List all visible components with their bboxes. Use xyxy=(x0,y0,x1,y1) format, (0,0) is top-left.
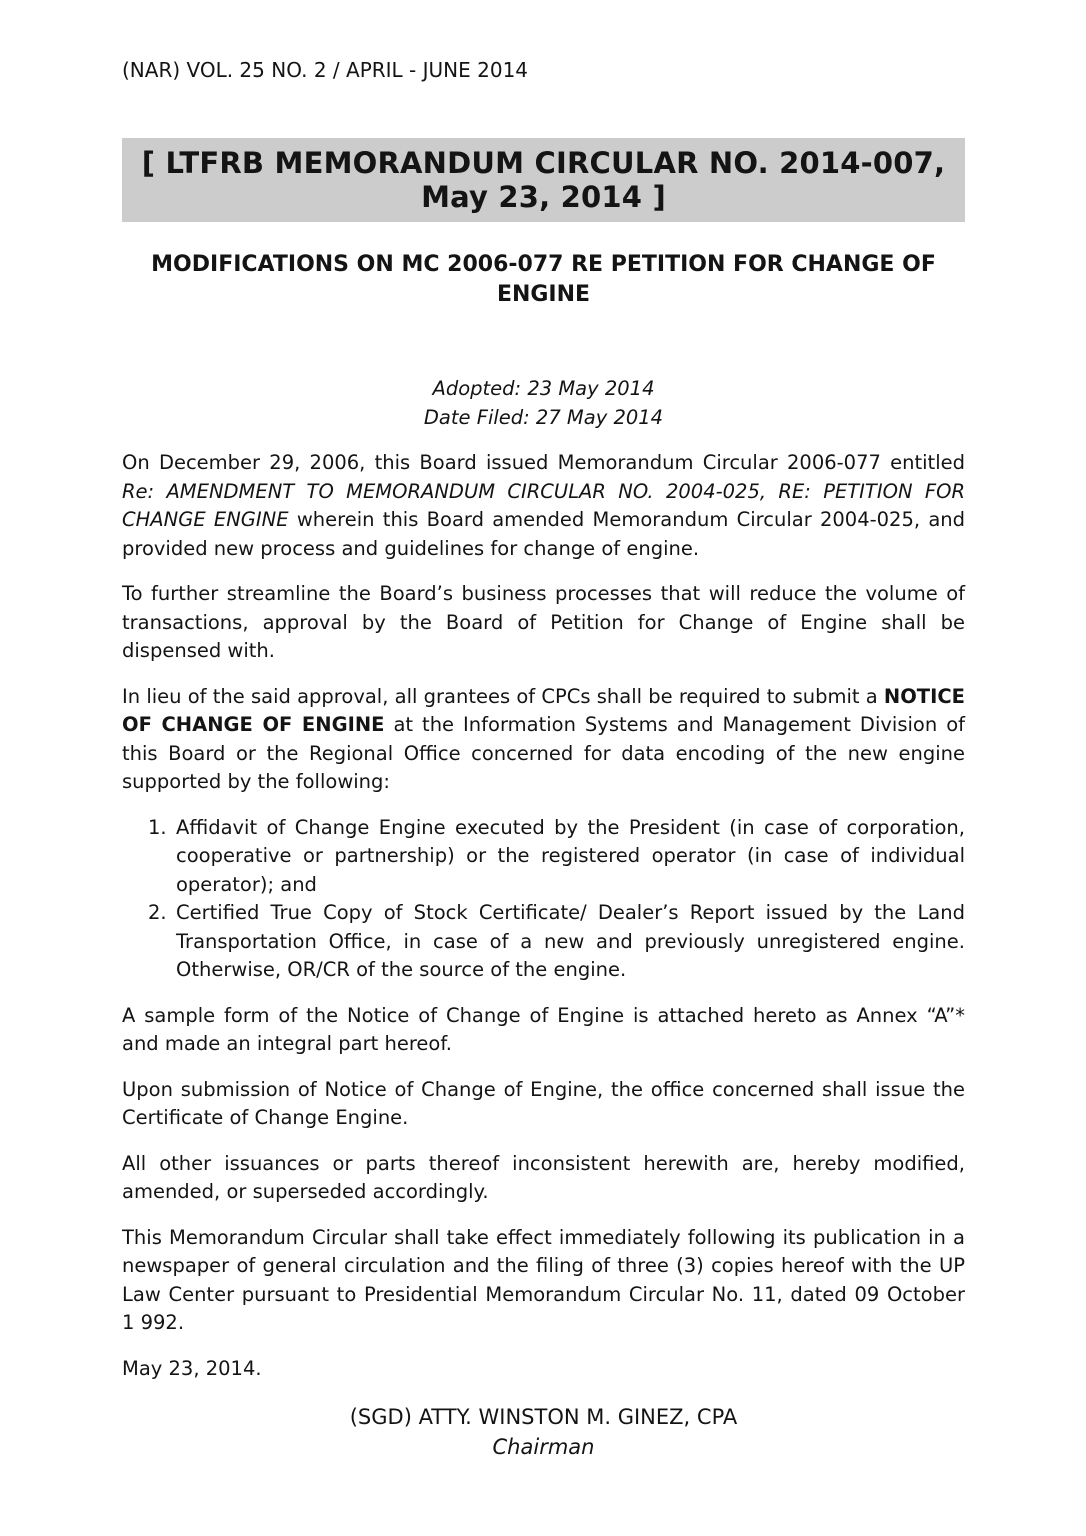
list-item xyxy=(148,899,965,985)
paragraph-sample-form: A sample form of the Notice of Change of Engine is attached hereto as Annex “A”* and made an integral part hereof. xyxy=(122,1003,965,1055)
list-item-text: Certified True Copy of Stock Certificate/ Dealer’s Report issued by the Land Transportation Office, in case of a new and previously unregistered engine. Otherwise, OR/CR of the source of the engine. xyxy=(176,901,965,981)
circular-banner-line1: [ LTFRB MEMORANDUM CIRCULAR NO. 2014-007, xyxy=(141,146,946,180)
signatory-role: Chairman xyxy=(492,1435,595,1459)
paragraph-issued-citation: Re: AMENDMENT TO MEMORANDUM CIRCULAR NO. 2004-025, RE: PETITION FOR CHANGE ENGINE xyxy=(122,479,965,531)
circular-banner xyxy=(122,138,965,222)
paragraph-effectivity: This Memorandum Circular shall take effect immediately following its publication in a newspaper of general circulation and the filing of three (3) copies hereof with the UP Law Center pursuant to Presidential Memorandum Circular No. 11, dated 09 October 1 992. xyxy=(122,1225,965,1334)
adopted-date: Adopted: 23 May 2014 xyxy=(432,377,655,400)
paragraph-other-issuances: All other issuances or parts thereof inconsistent herewith are, hereby modified, amended, or superseded accordingly. xyxy=(122,1151,965,1203)
paragraph-issued-pre: On December 29, 2006, this Board issued Memorandum Circular 2006-077 entitled xyxy=(122,451,965,474)
volume-header: (NAR) VOL. 25 NO. 2 / APRIL - JUNE 2014 xyxy=(122,58,529,82)
document-title: MODIFICATIONS ON MC 2006-077 RE PETITION FOR CHANGE OF ENGINE xyxy=(151,252,936,307)
paragraph-in-lieu-pre: In lieu of the said approval, all grantees of CPCs shall be required to submit a xyxy=(122,684,884,708)
list-item-text: Affidavit of Change Engine executed by the President (in case of corporation, cooperative or partnership) or the registered operator (in case of individual operator); and xyxy=(176,815,965,896)
signatory-name: (SGD) ATTY. WINSTON M. GINEZ, CPA xyxy=(349,1405,738,1429)
list-item-number: 1. xyxy=(148,815,167,839)
signature-block xyxy=(122,1403,965,1462)
document-body xyxy=(122,449,965,1383)
closing-date: May 23, 2014. xyxy=(122,1356,262,1380)
paragraph-upon-submission: Upon submission of Notice of Change of Engine, the office concerned shall issue the Certificate of Change Engine. xyxy=(122,1077,965,1129)
paragraph-issued xyxy=(122,449,965,563)
list-item-number: 2. xyxy=(148,901,167,924)
paragraph-streamline: To further streamline the Board’s business processes that will reduce the volume of transactions, approval by the Board of Petition for Change of Engine shall be dispensed with. xyxy=(122,582,965,662)
requirements-list xyxy=(122,814,965,985)
paragraph-in-lieu xyxy=(122,683,965,797)
list-item xyxy=(148,814,965,900)
paragraph-issued-post: wherein this Board amended Memorandum Circular 2004-025, and provided new process and guidelines for change of engine. xyxy=(122,508,966,560)
circular-banner-line2: May 23, 2014 ] xyxy=(421,180,666,214)
notice-of-change-emphasis: NOTICE OF CHANGE OF ENGINE xyxy=(122,684,965,736)
paragraph-in-lieu-post: at the Information Systems and Management Division of this Board or the Regional Office concerned for data encoding of the new engine supported by the following: xyxy=(122,713,965,793)
date-filed: Date Filed: 27 May 2014 xyxy=(423,406,664,429)
adoption-meta xyxy=(122,374,965,432)
